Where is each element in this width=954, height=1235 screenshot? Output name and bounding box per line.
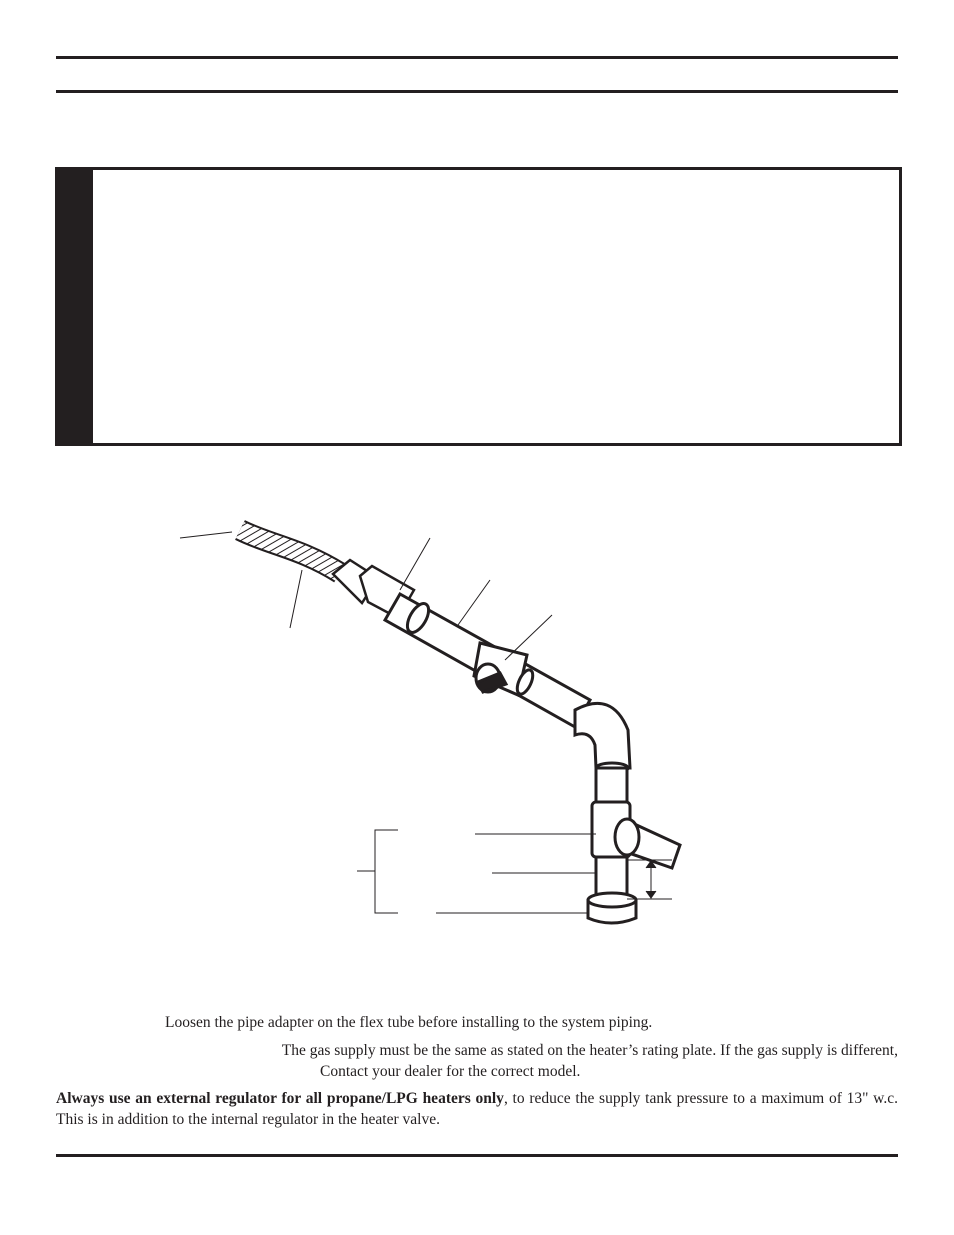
footer-rule [56,1154,898,1157]
gas-piping-diagram [0,480,954,980]
header-rule [56,90,898,93]
regulator-note [56,1088,898,1130]
shutoff-valve [474,643,536,696]
drip-leg [588,857,636,923]
regulator-note-bold: Always use an external regulator for all propane/LPG heaters only [56,1090,504,1107]
vertical-pipe [596,768,627,802]
gas-supply-note-line1: The gas supply must be the same as stated on the heater’s rating plate. If the gas supply is different, [281,1042,898,1059]
top-rule [56,56,898,59]
regulator-note-rest: , to reduce the supply tank pressure to a maximum of 13" w.c. This is in addition to the internal regulator in the heater valve. [56,1090,898,1128]
gas-supply-note-line2: Contact your dealer for the correct model. [320,1063,581,1080]
warning-bar [58,170,93,443]
loosen-adapter-note: Loosen the pipe adapter on the flex tube before installing to the system piping. [165,1014,653,1031]
elbow-fitting [575,703,630,773]
warning-box [55,167,902,446]
flex-tube [240,530,340,573]
